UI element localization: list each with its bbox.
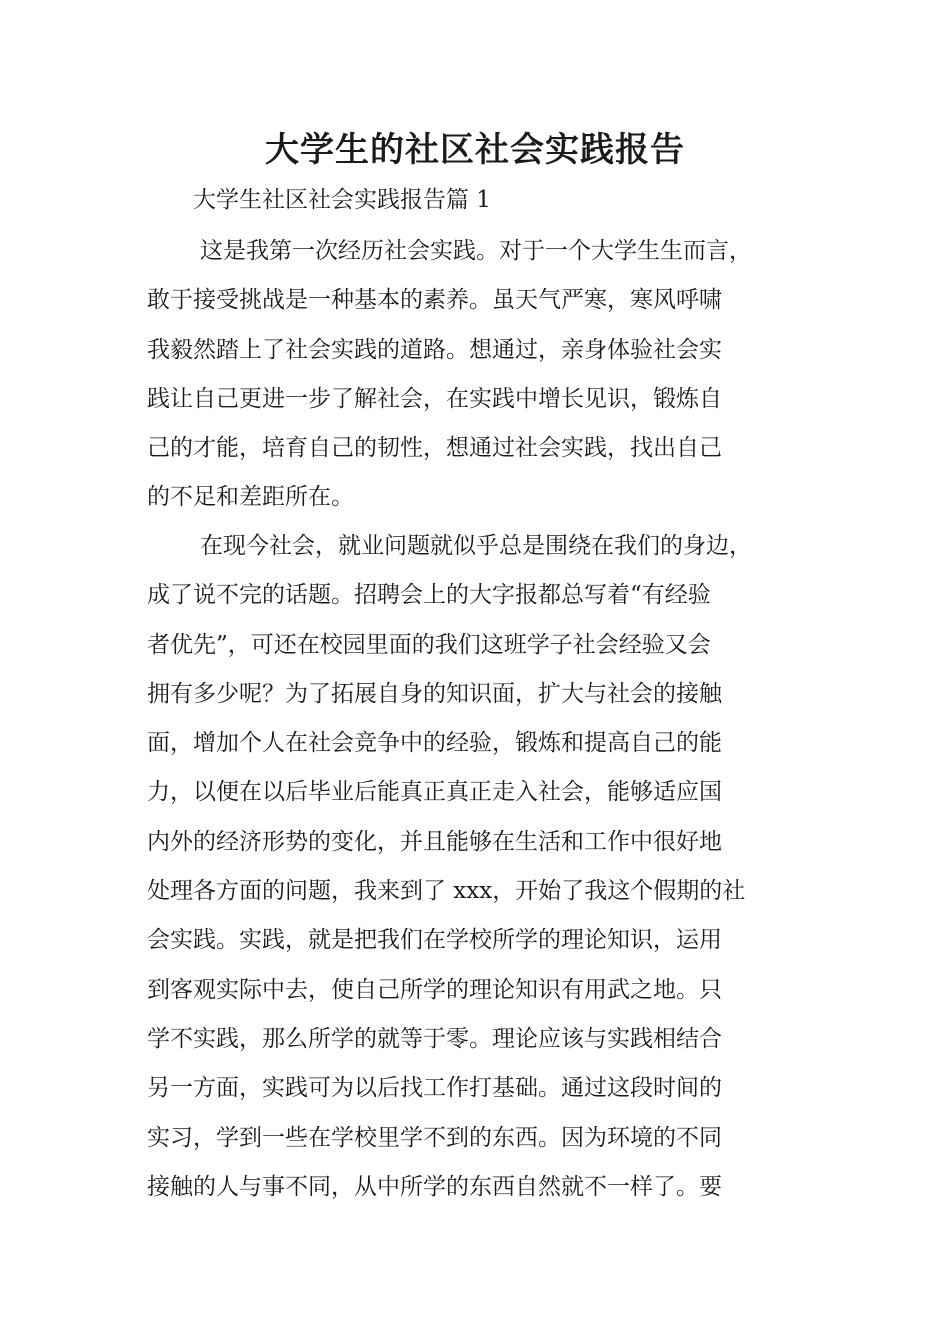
text-line: 己的才能，培育自己的韧性，想通过社会实践，找出自己 — [147, 435, 722, 462]
paragraph-1 — [147, 227, 837, 523]
text-line: 面，增加个人在社会竞争中的经验，锻炼和提高自己的能 — [147, 730, 722, 757]
text-line: 的不足和差距所在。 — [147, 484, 354, 511]
document-title: 大学生的社区社会实践报告 — [265, 130, 685, 170]
text-line: 接触的人与事不同，从中所学的东西自然就不一样了。要 — [147, 1173, 722, 1200]
text-line: 在现今社会，就业问题就似乎总是围绕在我们的身边， — [200, 533, 752, 559]
section-heading: 大学生社区社会实践报告篇 1 — [193, 187, 491, 213]
text-line: 我毅然踏上了社会实践的道路。想通过，亲身体验社会实 — [147, 336, 722, 363]
paragraph-2 — [147, 522, 837, 1212]
text-line: 另一方面，实践可为以后找工作打基础。通过这段时间的 — [147, 1075, 722, 1102]
text-line: 学不实践，那么所学的就等于零。理论应该与实践相结合 — [147, 1025, 722, 1052]
text-line: 成了说不完的话题。招聘会上的大字报都总写着“有经验 — [147, 582, 711, 609]
text-line: 到客观实际中去，使自己所学的理论知识有用武之地。只 — [147, 976, 722, 1003]
text-line: 力，以便在以后毕业后能真正真正走入社会，能够适应国 — [147, 779, 722, 806]
text-line: 这是我第一次经历社会实践。对于一个大学生生而言， — [200, 238, 752, 264]
text-line: 内外的经济形势的变化，并且能够在生活和工作中很好地 — [147, 828, 722, 855]
text-line: 实习，学到一些在学校里学不到的东西。因为环境的不同 — [147, 1124, 722, 1151]
text-line: 处理各方面的问题，我来到了 xxx，开始了我这个假期的社 — [147, 878, 746, 905]
text-line: 践让自己更进一步了解社会，在实践中增长见识，锻炼自 — [147, 385, 722, 412]
text-line: 敢于接受挑战是一种基本的素养。虽天气严寒，寒风呼啸 — [147, 287, 722, 314]
text-line: 者优先”，可还在校园里面的我们这班学子社会经验又会 — [147, 631, 711, 658]
text-line: 会实践。实践，就是把我们在学校所学的理论知识，运用 — [147, 927, 722, 954]
text-line: 拥有多少呢？为了拓展自身的知识面，扩大与社会的接触 — [147, 680, 722, 707]
